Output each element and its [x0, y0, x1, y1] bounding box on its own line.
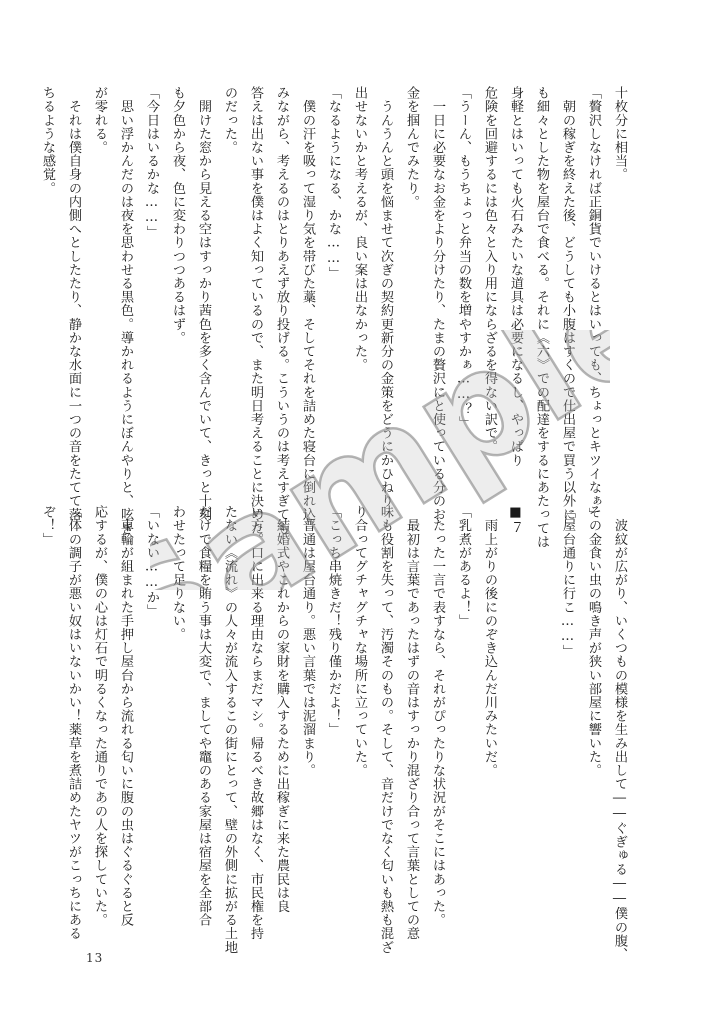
page-number: 13 [86, 951, 104, 965]
text-line: のだった。 [222, 86, 237, 154]
text-line: わせたって足りない。 [170, 505, 185, 641]
text-line: みながら、考えるのはとりあえず放り投げる。こういうのは考えすぎても [274, 86, 289, 535]
text-line: 答えは出ない事を僕はよく知っているので、また明日考えることに決めた [248, 86, 263, 535]
text-line: 車輪が組まれた手押し屋台から流れる匂いに腹の虫はぐるぐると反 [118, 505, 133, 927]
text-line: 金を掴んでみたり。 [404, 86, 419, 209]
text-line: 最初は言葉であったはずの音はすっかり混ざり合って言葉としての意 [404, 505, 419, 941]
text-line: も細々とした物を屋台で食べる。それに《六》での配達をするにあたっては [534, 86, 549, 549]
text-line: 「乳煮があるよ！」 [456, 505, 471, 628]
text-line: だけで食糧を賄う事は大変で、ましてや竈のある家屋は宿屋を全部合 [196, 505, 211, 927]
text-line: 朝の稼ぎを終えた後、どうしても小腹はすくので仕出屋で買う以外に [560, 86, 575, 522]
text-line: 思い浮かんだのは夜を思わせる黒色。導かれるようにぼんやりと、呟き [118, 86, 133, 535]
text-line: 応するが、僕の心は灯石で明るくなった通りであの人を探していた。 [92, 505, 107, 927]
text-line: 雨上がりの後にのぞき込んだ川みたいだ。 [482, 505, 497, 777]
text-line: 「今日はいるかな……」 [144, 86, 159, 240]
text-line: 「屋台通りに行こ……」 [560, 505, 575, 659]
text-line: 身軽とはいっても火石みたいな道具は必要になるし、やっぱり [508, 86, 523, 467]
text-line: 普通は屋台通り。悪い言葉では泥溜まり。 [300, 505, 315, 777]
text-line: 一日に必要なお金をより分けたり、たまの贅沢にと使っている分のお [430, 86, 445, 522]
text-line: その金食い虫の鳴き声が狭い部屋に響いた。 [586, 505, 601, 777]
text-line: 出せないかと考えるが、良い案は出なかった。 [352, 86, 367, 372]
text-line: たった一言で表すなら、それがぴったりな状況がそこにはあった。 [430, 505, 445, 927]
text-line: 波紋が広がり、いくつもの模様を生み出して――ぐぎゅる――僕の腹、 [612, 505, 627, 961]
text-line: も夕色から夜、色に変わりつつあるはず。 [170, 86, 185, 345]
text-line: 「なるようになる、かな……」 [326, 86, 341, 280]
text-line: 開けた窓から見える空はすっかり茜色を多く含んでいて、きっと十刻 [196, 86, 211, 522]
text-line: 「こっち串焼きだ！残り僅かだよ！」 [326, 505, 341, 737]
text-line: たない《流れ》の人々が流入するこの街にとって、壁の外側に拡がる土地 [222, 505, 237, 954]
text-line: ぞ！」 [40, 505, 55, 546]
text-line: 味も役割を失って、汚濁そのもの。そして、音だけでなく匂いも熱も混ざ [378, 505, 393, 954]
text-line: 危険を回避するには色々と入り用にならざるを得ない訳で。 [482, 86, 497, 454]
text-line: 結婚式やこれからの家財を購入するために出稼ぎに来た農民は良 [274, 505, 289, 913]
text-line: ちるような感覚。 [40, 86, 55, 195]
text-line: 「体の調子が悪い奴はいないかい！薬草を煮詰めたヤツがこっちにある [66, 505, 81, 941]
upper-text-block [40, 86, 632, 549]
text-line: ■７ [508, 505, 523, 534]
text-line: それは僕自身の内側へとしたたり、静かな水面に一つの音をたてて落 [66, 86, 81, 522]
text-line: うんうんと頭を悩ませて次ぎの契約更新分の金策をどうにかひねり [378, 86, 393, 508]
text-line: い方。口に出来る理由ならまだマシ。帰るべき故郷はなく、市民権を持 [248, 505, 263, 941]
watermark-text: Sample [150, 330, 610, 590]
text-line: り合ってグチャグチャな場所に立っていた。 [352, 505, 367, 777]
text-line: 「いない……か」 [144, 505, 159, 618]
text-line: 僕の汗を吸って湿り気を帯びた藁、そしてそれを詰めた寝台に倒れ込 [300, 86, 315, 522]
text-line: 十枚分に相当。 [612, 86, 627, 182]
text-line [528, 505, 554, 925]
text-line: 「贅沢しなければ正銅貨でいけるとはいっても、ちょっとキツイなぁ」 [586, 86, 601, 522]
text-line: が零れる。 [92, 86, 107, 154]
text-line: 「うーん、もうちょっと弁当の数を増やすかぁ……？」 [456, 86, 471, 430]
